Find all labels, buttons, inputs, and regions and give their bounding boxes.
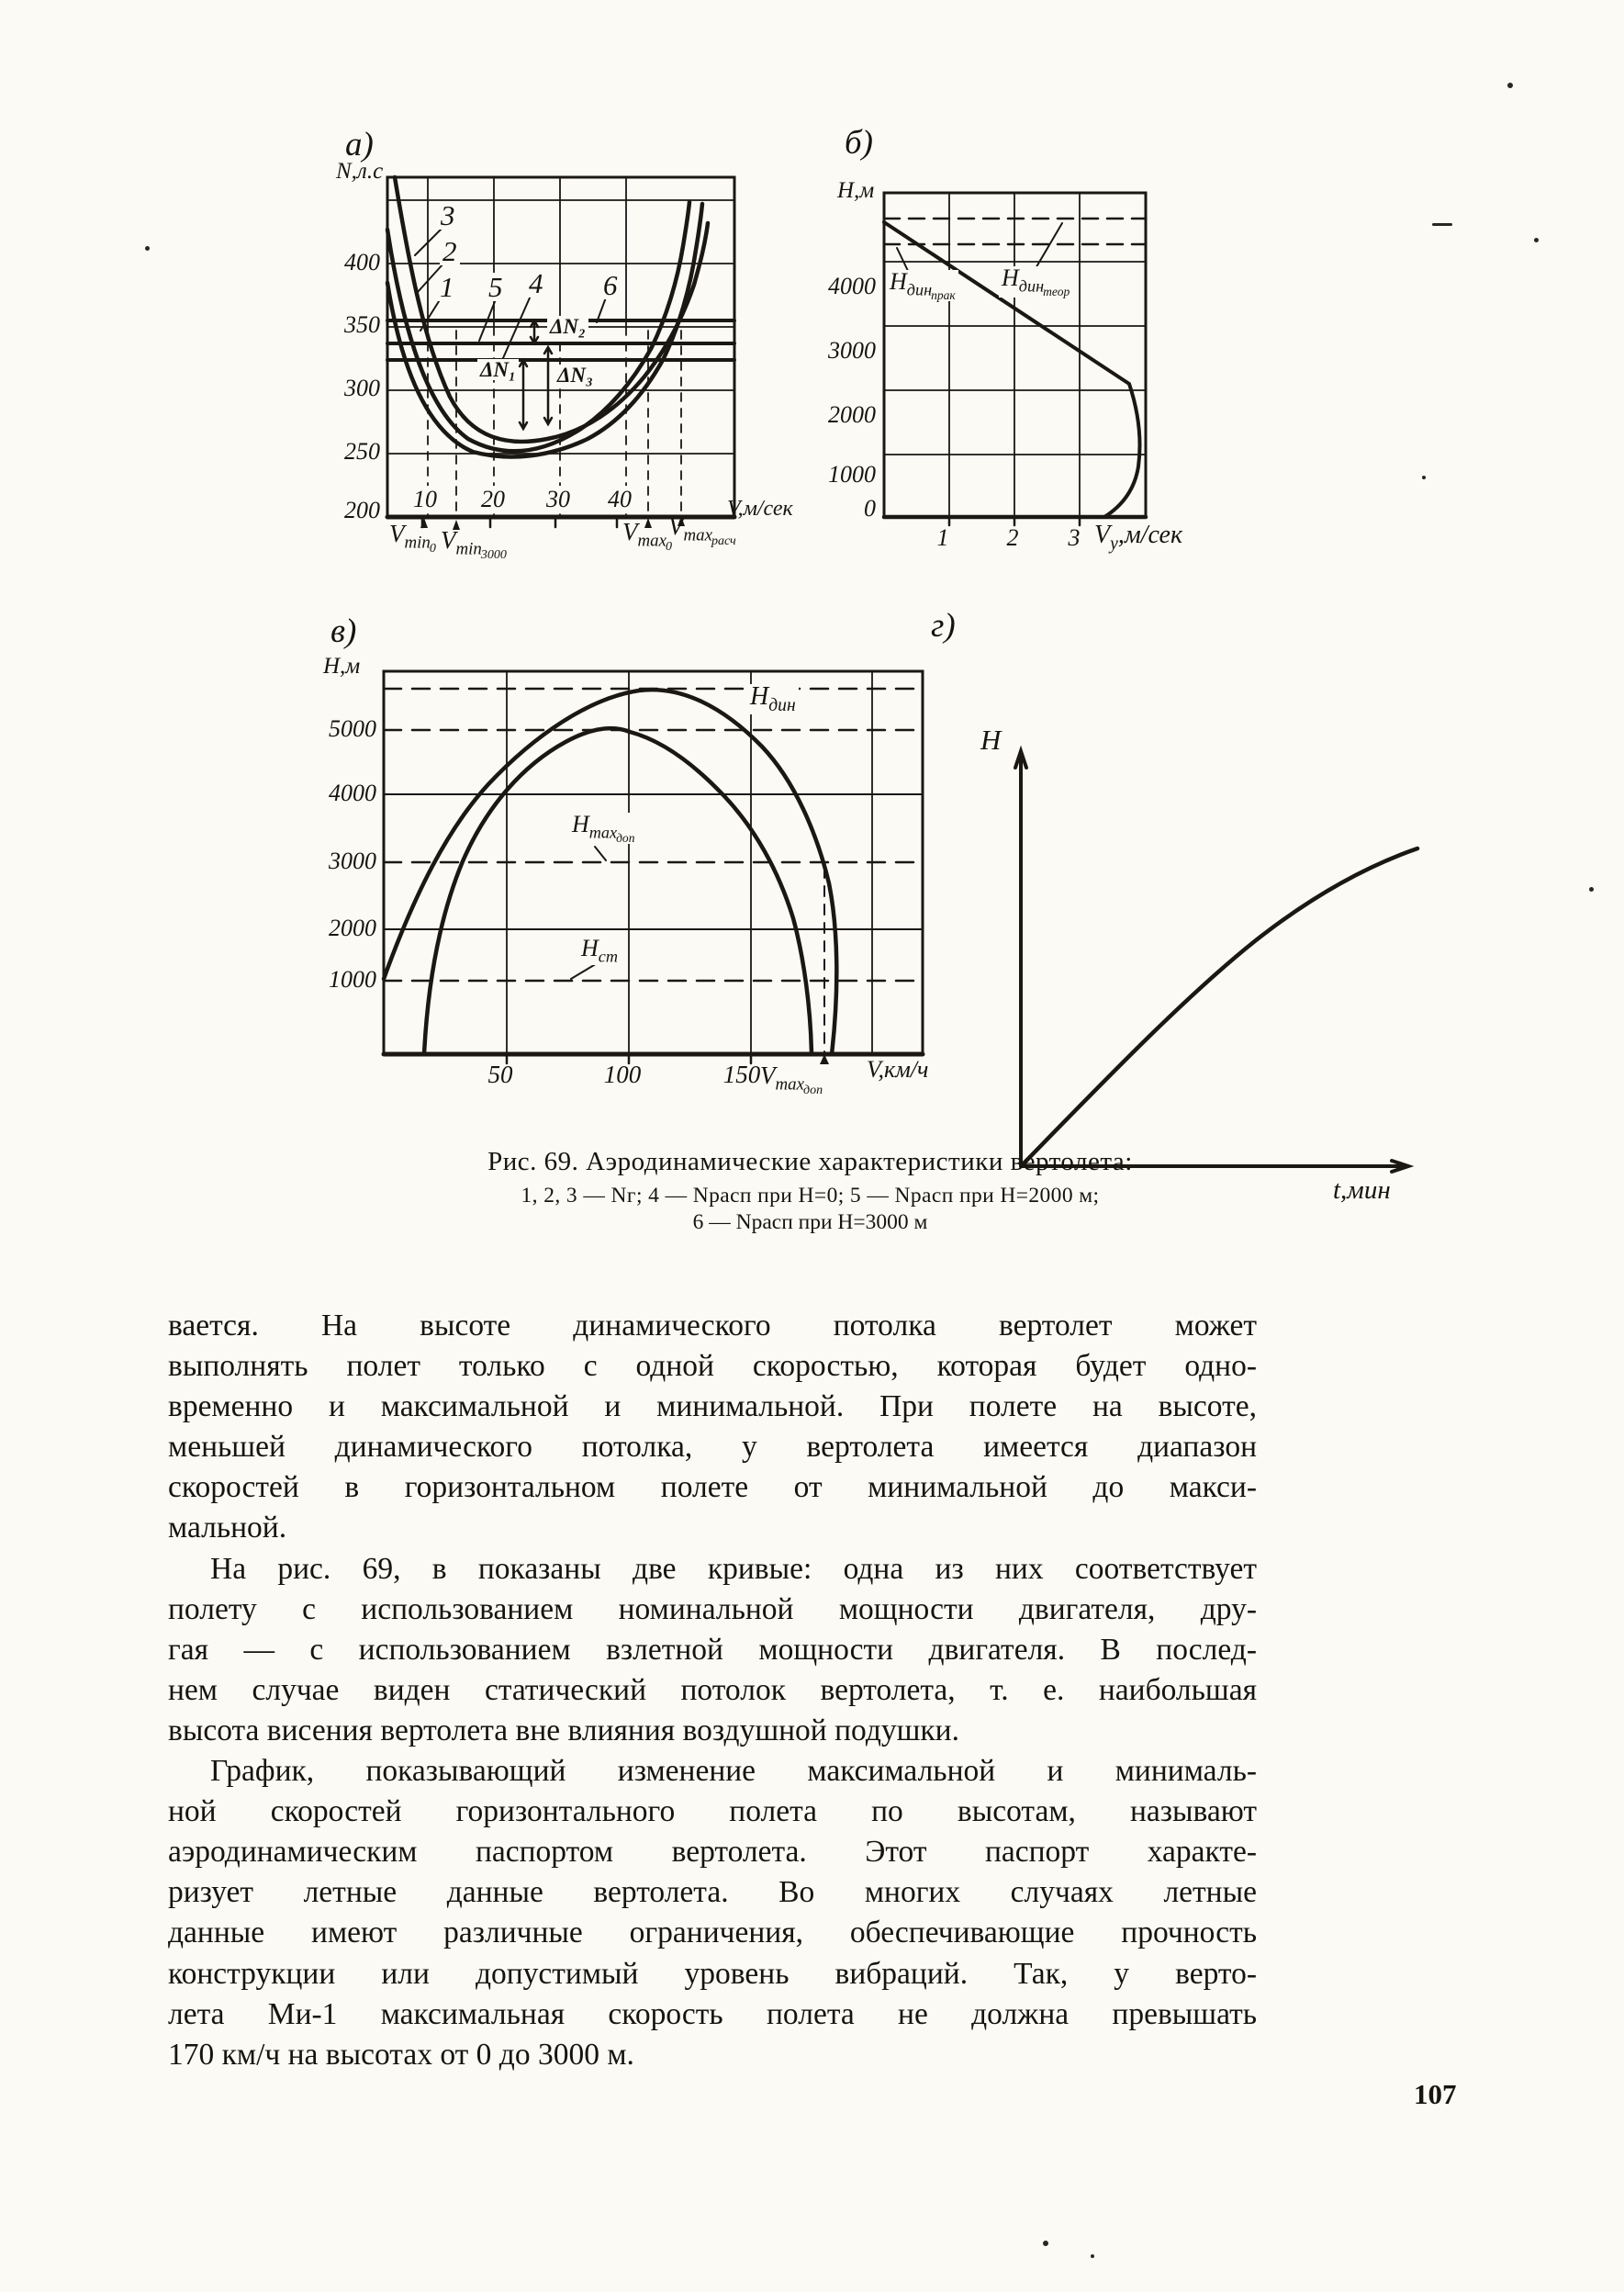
panel-b-ytick: 4000 bbox=[828, 273, 876, 299]
vmax-rasch-mark: $V_{maxрасч}$ bbox=[668, 512, 736, 549]
body-text bbox=[168, 1306, 1257, 2075]
text-line: нем случае виден статический потолок вертолета, т. е. наибольшая bbox=[168, 1672, 1257, 1707]
h-din-teor-label: $Н_{динтеор}$ bbox=[999, 266, 1072, 298]
panel-b-ytick: 0 bbox=[864, 495, 876, 522]
curve-label-4: 4 bbox=[526, 269, 546, 298]
text-line: конструкции или допустимый уровень вибраций. Так, у верто- bbox=[168, 1956, 1257, 1991]
text-line: аэродинамическим паспортом вертолета. Этот паспорт характе- bbox=[168, 1835, 1257, 1870]
panel-v-ytick: 1000 bbox=[329, 966, 376, 993]
panel-b-tag: б) bbox=[845, 124, 873, 162]
panel-v-xtick: 150 bbox=[722, 1061, 761, 1088]
panel-v-ytick: 5000 bbox=[329, 715, 376, 742]
panel-v-tag: в) bbox=[330, 612, 357, 650]
panel-v-ytick: 3000 bbox=[329, 848, 376, 874]
delta-n2-annotation: ΔN₂ bbox=[547, 316, 588, 337]
scan-speck bbox=[145, 246, 150, 251]
delta-n3-annotation: ΔN₃ bbox=[554, 365, 596, 386]
curve-label-3: 3 bbox=[438, 201, 458, 230]
scan-speck bbox=[1043, 2241, 1048, 2246]
curve-label-6: 6 bbox=[600, 271, 621, 299]
curve-label-1: 1 bbox=[437, 273, 457, 301]
text-line: 170 км/ч на высотах от 0 до 3000 м. bbox=[168, 2037, 634, 2072]
text-line: полету с использованием номинальной мощности двигателя, дру- bbox=[168, 1591, 1257, 1626]
text-line: График, показывающий изменение максимальной и минималь- bbox=[210, 1754, 1257, 1789]
panel-g-tag: г) bbox=[931, 607, 956, 645]
curve-label-2: 2 bbox=[440, 237, 460, 265]
panel-a-ytick: 350 bbox=[344, 311, 380, 338]
figure-caption bbox=[367, 1146, 1253, 1235]
scan-speck bbox=[1589, 887, 1594, 892]
panel-g-y-axis-label: Н bbox=[980, 724, 1002, 756]
text-line: данные имеют различные ограничения, обеспечивающие прочность bbox=[168, 1916, 1257, 1950]
text-line: выполнять полет только с одной скоростью, которая будет одно- bbox=[168, 1349, 1257, 1384]
panel-a-ytick: 250 bbox=[344, 438, 380, 465]
text-line: ризует летные данные вертолета. Во многих случаях летные bbox=[168, 1875, 1257, 1910]
panel-b-ytick: 3000 bbox=[828, 337, 876, 364]
scan-speck bbox=[1534, 238, 1539, 242]
panel-a-xtick: 10 bbox=[399, 486, 451, 513]
panel-v-ytick: 2000 bbox=[329, 915, 376, 941]
panel-b-xtick: 3 bbox=[1068, 524, 1081, 551]
panel-a-xtick: 20 bbox=[467, 486, 519, 513]
vmin3000-mark: $V_{min3000}$ bbox=[441, 526, 507, 563]
scan-speck bbox=[1422, 476, 1426, 479]
figure-caption-legend-line: 6 — Nрасп при Н=3000 м bbox=[692, 1210, 928, 1234]
panel-a-xtick: 40 bbox=[594, 486, 645, 513]
delta-n1-annotation: ΔN₁ bbox=[477, 359, 519, 380]
h-st-label: $Н_{ст}$ bbox=[578, 937, 621, 965]
panel-b-y-axis-label: Н,м bbox=[837, 178, 875, 203]
text-line: гая — с использованием взлетной мощности двигателя. В послед- bbox=[168, 1632, 1257, 1667]
scan-speck bbox=[1091, 2254, 1094, 2258]
panel-b-xtick: 2 bbox=[1006, 524, 1019, 551]
panel-v-xtick: 50 bbox=[487, 1061, 513, 1088]
h-max-dop-label: $Н_{maxдоп}$ bbox=[569, 813, 637, 844]
vmin0-mark: $V_{min0}$ bbox=[389, 520, 436, 556]
h-din-label: $Н_{дин}$ bbox=[747, 684, 799, 714]
panel-b-xtick: 1 bbox=[936, 524, 949, 551]
text-line: высота висения вертолета вне влияния воздушной подушки. bbox=[168, 1713, 959, 1747]
curve-label-5: 5 bbox=[486, 273, 506, 301]
scan-speck bbox=[1432, 223, 1452, 226]
panel-b-ytick: 1000 bbox=[828, 461, 876, 488]
figure-caption-legend-line: 1, 2, 3 — Nг; 4 — Nрасп при Н=0; 5 — Nрасп при Н=2000 м; bbox=[521, 1184, 1100, 1208]
page-number: 107 bbox=[1414, 2078, 1457, 2110]
panel-v-xtick: 100 bbox=[603, 1061, 642, 1088]
text-line: На рис. 69, в показаны две кривые: одна из них соответствует bbox=[210, 1551, 1257, 1586]
panel-v-ytick: 4000 bbox=[329, 780, 376, 806]
text-line: скоростей в горизонтальном полете от минимальной до макси- bbox=[168, 1470, 1257, 1505]
panel-v-x-axis-label: V,км/ч bbox=[867, 1056, 929, 1083]
panel-b-x-axis-label: $V_у,м$/сек bbox=[1094, 521, 1183, 554]
panel-b-ytick: 2000 bbox=[828, 401, 876, 428]
vmax0-mark: $V_{max0}$ bbox=[622, 518, 672, 555]
figure-caption-title: Рис. 69. Аэродинамические характеристики вертолета: bbox=[487, 1147, 1133, 1176]
text-line: ной скоростей горизонтального полета по высотам, называют bbox=[168, 1794, 1257, 1829]
panel-a-ytick: 300 bbox=[344, 375, 380, 401]
panel-a-x-axis-label: V,м/сек bbox=[727, 497, 793, 521]
panel-a-ytick: 200 bbox=[344, 497, 380, 523]
panel-g-x-axis-label: t,мин bbox=[1333, 1175, 1391, 1205]
panel-a-ytick: 400 bbox=[344, 249, 380, 275]
h-din-prak-label: $Н_{динпрак}$ bbox=[887, 270, 958, 301]
panel-a-y-axis-label: N,л.с bbox=[336, 159, 384, 184]
text-line: вается. На высоте динамического потолка вертолет может bbox=[168, 1309, 1257, 1343]
text-line: лета Ми-1 максимальная скорость полета не должна превышать bbox=[168, 1996, 1257, 2031]
text-line: временно и максимальной и минимальной. При полете на высоте, bbox=[168, 1389, 1257, 1424]
panel-a-xtick: 30 bbox=[532, 486, 584, 513]
vmax-dop-mark: $V_{maxдоп}$ bbox=[760, 1062, 823, 1098]
panel-a-tag: а) bbox=[345, 126, 374, 163]
panel-v-y-axis-label: Н,м bbox=[323, 654, 361, 679]
text-line: мальной. bbox=[168, 1511, 287, 1545]
scan-speck bbox=[1507, 83, 1513, 88]
text-line: меньшей динамического потолка, у вертолета имеется диапазон bbox=[168, 1430, 1257, 1465]
